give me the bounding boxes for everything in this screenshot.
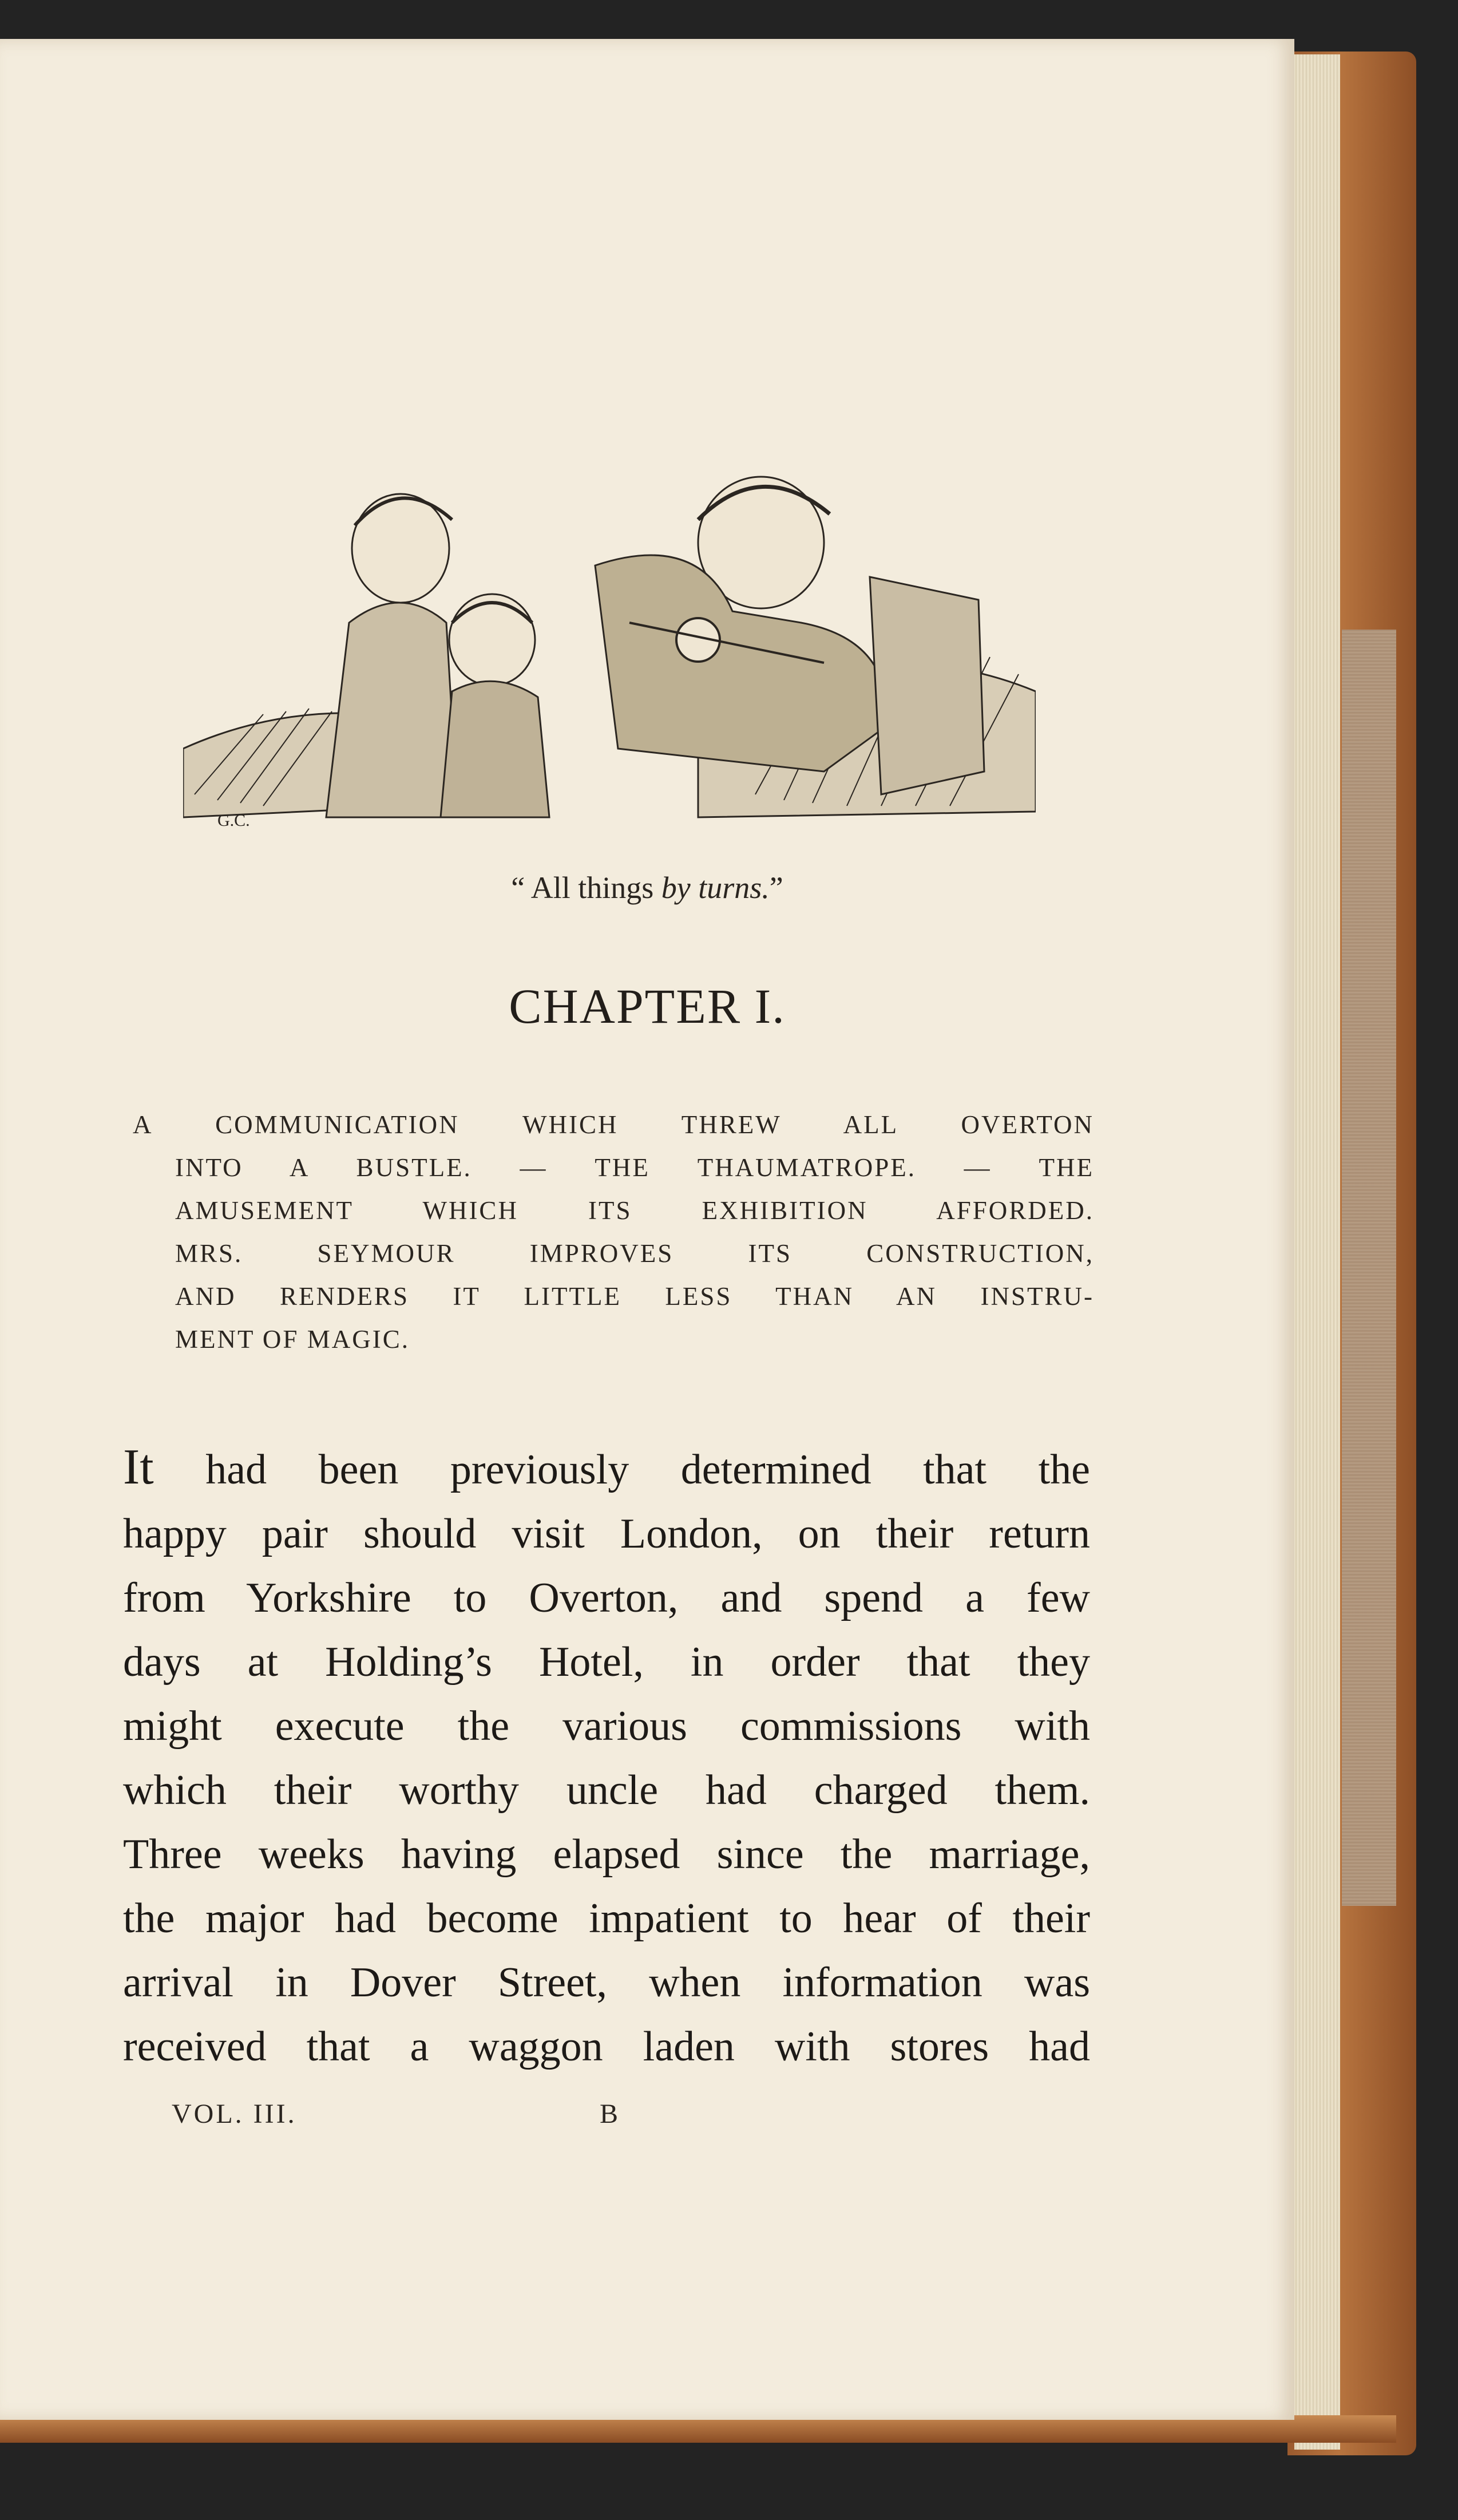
body-line: from Yorkshire to Overton, and spend a few [123,1574,1090,1621]
illustration-caption [0,870,1294,905]
body-line: which their worthy uncle had charged them. [123,1767,1090,1814]
body-first-line [123,1435,1090,1502]
body-line: arrival in Dover Street, when information was [123,1959,1090,2006]
chapter-title: CHAPTER I. [509,979,786,1034]
signature-mark: B [600,2099,619,2129]
volume-footer: VOL. III. [172,2099,297,2129]
book-page [0,39,1294,2420]
caption-italic: by turns. [661,871,770,905]
engraving-illustration [183,451,1036,834]
caption-close-quote: ” [769,871,783,905]
drop-cap: It [123,1439,154,1495]
body-first-line-rest: had been previously determined that the [153,1446,1090,1493]
body-line: received that a waggon laden with stores had [123,2023,1090,2070]
caption-text: “ All things [511,871,661,905]
body-line: Three weeks having elapsed since the marriage, [123,1831,1090,1878]
summary-line: MRS. SEYMOUR IMPROVES ITS CONSTRUCTION, [175,1239,1094,1268]
summary-line: AMUSEMENT WHICH ITS EXHIBITION AFFORDED. [175,1196,1094,1225]
chapter-summary [133,1103,1094,1361]
summary-line: MENT OF MAGIC. [175,1325,410,1354]
body-line: might execute the various commissions with [123,1703,1090,1750]
summary-line: A COMMUNICATION WHICH THREW ALL OVERTON [133,1110,1094,1139]
body-text [123,1435,1090,2079]
book-spine-cloth [1342,630,1396,1906]
body-line: the major had become impatient to hear of their [123,1895,1090,1942]
summary-line: AND RENDERS IT LITTLE LESS THAN AN INSTRU- [175,1282,1094,1311]
body-line: days at Holding’s Hotel, in order that they [123,1639,1090,1686]
summary-line: INTO A BUSTLE. — THE THAUMATROPE. — THE [175,1153,1094,1182]
page-edges [1294,54,1340,2450]
body-line: happy pair should visit London, on their return [123,1510,1090,1557]
engraver-signature: G.C. [217,811,250,830]
